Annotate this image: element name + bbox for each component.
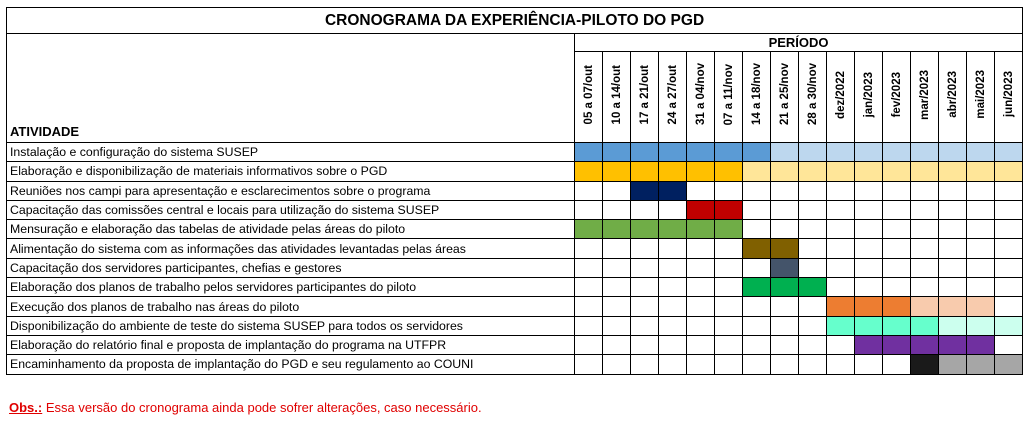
schedule-empty-cell: [855, 239, 883, 258]
schedule-empty-cell: [939, 200, 967, 219]
schedule-empty-cell: [855, 181, 883, 200]
schedule-bar-cell: [967, 355, 995, 374]
schedule-empty-cell: [687, 297, 715, 316]
schedule-empty-cell: [771, 181, 799, 200]
schedule-empty-cell: [715, 181, 743, 200]
schedule-empty-cell: [743, 200, 771, 219]
schedule-empty-cell: [575, 335, 603, 354]
schedule-empty-cell: [631, 239, 659, 258]
schedule-empty-cell: [799, 200, 827, 219]
schedule-empty-cell: [883, 355, 911, 374]
schedule-bar-cell: [659, 220, 687, 239]
schedule-empty-cell: [995, 278, 1023, 297]
schedule-bar-cell: [911, 143, 939, 162]
schedule-empty-cell: [939, 278, 967, 297]
schedule-empty-cell: [631, 258, 659, 277]
schedule-empty-cell: [771, 220, 799, 239]
schedule-empty-cell: [603, 316, 631, 335]
schedule-empty-cell: [715, 297, 743, 316]
activity-row: [7, 162, 1023, 181]
schedule-bar-cell: [715, 143, 743, 162]
activity-row: [7, 335, 1023, 354]
activity-row: [7, 258, 1023, 277]
schedule-empty-cell: [687, 355, 715, 374]
schedule-empty-cell: [827, 278, 855, 297]
schedule-empty-cell: [827, 200, 855, 219]
schedule-empty-cell: [687, 181, 715, 200]
schedule-table: [6, 7, 1023, 375]
title-row: [7, 8, 1023, 34]
schedule-bar-cell: [827, 143, 855, 162]
schedule-empty-cell: [631, 297, 659, 316]
schedule-empty-cell: [743, 181, 771, 200]
footnote-prefix: Obs.:: [9, 400, 43, 415]
schedule-bar-cell: [743, 239, 771, 258]
schedule-bar-cell: [631, 143, 659, 162]
column-header-label: 17 a 21/out: [638, 64, 651, 125]
schedule-bar-cell: [687, 220, 715, 239]
schedule-empty-cell: [603, 181, 631, 200]
schedule-empty-cell: [575, 297, 603, 316]
schedule-sheet: [6, 7, 1023, 375]
schedule-empty-cell: [687, 239, 715, 258]
schedule-bar-cell: [855, 335, 883, 354]
schedule-bar-cell: [911, 162, 939, 181]
column-header-label: 24 a 27/out: [666, 64, 679, 125]
column-header: [967, 52, 995, 143]
column-header: [827, 52, 855, 143]
schedule-bar-cell: [939, 316, 967, 335]
schedule-empty-cell: [743, 316, 771, 335]
schedule-bar-cell: [799, 162, 827, 181]
schedule-empty-cell: [967, 278, 995, 297]
activity-label: Elaboração dos planos de trabalho pelos servidores participantes do piloto: [7, 278, 575, 297]
schedule-bar-cell: [631, 220, 659, 239]
schedule-bar-cell: [939, 162, 967, 181]
schedule-empty-cell: [603, 200, 631, 219]
schedule-empty-cell: [827, 355, 855, 374]
schedule-empty-cell: [659, 278, 687, 297]
schedule-empty-cell: [631, 316, 659, 335]
column-header-label: 14 a 18/nov: [750, 63, 763, 126]
column-header-label: 21 a 25/nov: [778, 63, 791, 126]
column-header-label: mar/2023: [918, 69, 931, 120]
schedule-empty-cell: [995, 335, 1023, 354]
schedule-empty-cell: [995, 181, 1023, 200]
schedule-empty-cell: [715, 258, 743, 277]
schedule-bar-cell: [883, 335, 911, 354]
column-header-label: abr/2023: [946, 71, 959, 118]
schedule-empty-cell: [603, 355, 631, 374]
schedule-bar-cell: [911, 355, 939, 374]
column-header: [939, 52, 967, 143]
schedule-empty-cell: [939, 181, 967, 200]
schedule-empty-cell: [771, 355, 799, 374]
activity-label: Mensuração e elaboração das tabelas de atividade pelas áreas do piloto: [7, 220, 575, 239]
schedule-bar-cell: [855, 143, 883, 162]
schedule-empty-cell: [687, 258, 715, 277]
schedule-empty-cell: [659, 316, 687, 335]
schedule-bar-cell: [631, 162, 659, 181]
schedule-bar-cell: [939, 143, 967, 162]
column-header: [743, 52, 771, 143]
schedule-empty-cell: [659, 200, 687, 219]
schedule-empty-cell: [575, 181, 603, 200]
schedule-empty-cell: [715, 316, 743, 335]
schedule-empty-cell: [967, 258, 995, 277]
schedule-empty-cell: [687, 278, 715, 297]
schedule-empty-cell: [771, 297, 799, 316]
schedule-bar-cell: [883, 297, 911, 316]
schedule-bar-cell: [603, 162, 631, 181]
schedule-empty-cell: [799, 239, 827, 258]
schedule-empty-cell: [687, 335, 715, 354]
schedule-empty-cell: [911, 200, 939, 219]
schedule-bar-cell: [603, 220, 631, 239]
schedule-empty-cell: [995, 220, 1023, 239]
schedule-bar-cell: [855, 162, 883, 181]
schedule-empty-cell: [771, 335, 799, 354]
schedule-empty-cell: [575, 278, 603, 297]
schedule-bar-cell: [771, 143, 799, 162]
schedule-empty-cell: [575, 239, 603, 258]
schedule-empty-cell: [743, 355, 771, 374]
schedule-empty-cell: [743, 220, 771, 239]
schedule-empty-cell: [883, 258, 911, 277]
schedule-empty-cell: [799, 220, 827, 239]
schedule-empty-cell: [911, 258, 939, 277]
schedule-empty-cell: [967, 239, 995, 258]
schedule-empty-cell: [715, 355, 743, 374]
schedule-bar-cell: [967, 162, 995, 181]
schedule-bar-cell: [911, 297, 939, 316]
footnote-text: Essa versão do cronograma ainda pode sofrer alterações, caso necessário.: [42, 400, 482, 415]
schedule-bar-cell: [799, 278, 827, 297]
schedule-empty-cell: [995, 200, 1023, 219]
schedule-bar-cell: [771, 278, 799, 297]
schedule-empty-cell: [911, 278, 939, 297]
schedule-empty-cell: [855, 355, 883, 374]
schedule-empty-cell: [939, 239, 967, 258]
schedule-empty-cell: [603, 239, 631, 258]
schedule-empty-cell: [827, 258, 855, 277]
schedule-bar-cell: [883, 316, 911, 335]
activity-label: Reuniões nos campi para apresentação e esclarecimentos sobre o programa: [7, 181, 575, 200]
schedule-bar-cell: [827, 316, 855, 335]
column-header: [995, 52, 1023, 143]
schedule-bar-cell: [771, 258, 799, 277]
column-header: [631, 52, 659, 143]
activity-row: [7, 297, 1023, 316]
schedule-bar-cell: [687, 162, 715, 181]
column-header-label: jan/2023: [862, 71, 875, 118]
schedule-empty-cell: [827, 335, 855, 354]
column-header-label: 31 a 04/nov: [694, 63, 707, 126]
column-header: [799, 52, 827, 143]
schedule-empty-cell: [883, 278, 911, 297]
schedule-bar-cell: [995, 316, 1023, 335]
activity-label: Execução dos planos de trabalho nas áreas do piloto: [7, 297, 575, 316]
schedule-bar-cell: [715, 220, 743, 239]
column-header-label: 10 a 14/out: [610, 64, 623, 125]
schedule-bar-cell: [883, 162, 911, 181]
column-header-label: 07 a 11/nov: [722, 63, 735, 126]
activity-label: Capacitação das comissões central e locais para utilização do sistema SUSEP: [7, 200, 575, 219]
schedule-empty-cell: [631, 278, 659, 297]
column-header: [659, 52, 687, 143]
schedule-empty-cell: [799, 181, 827, 200]
schedule-bar-cell: [659, 181, 687, 200]
schedule-bar-cell: [911, 335, 939, 354]
schedule-empty-cell: [827, 181, 855, 200]
column-header-label: 28 a 30/nov: [806, 63, 819, 126]
schedule-empty-cell: [715, 335, 743, 354]
column-header-label: 05 a 07/out: [582, 64, 595, 125]
schedule-empty-cell: [883, 239, 911, 258]
schedule-empty-cell: [631, 335, 659, 354]
schedule-empty-cell: [743, 297, 771, 316]
schedule-bar-cell: [995, 162, 1023, 181]
schedule-bar-cell: [659, 143, 687, 162]
schedule-bar-cell: [967, 316, 995, 335]
period-header: PERÍODO: [575, 34, 1023, 52]
period-row: [7, 34, 1023, 52]
schedule-empty-cell: [967, 220, 995, 239]
schedule-empty-cell: [883, 200, 911, 219]
schedule-bar-cell: [687, 143, 715, 162]
activity-row: [7, 278, 1023, 297]
schedule-empty-cell: [995, 297, 1023, 316]
schedule-empty-cell: [799, 258, 827, 277]
schedule-empty-cell: [659, 355, 687, 374]
schedule-bar-cell: [967, 335, 995, 354]
column-header: [575, 52, 603, 143]
schedule-empty-cell: [995, 239, 1023, 258]
schedule-empty-cell: [659, 335, 687, 354]
schedule-empty-cell: [827, 220, 855, 239]
schedule-empty-cell: [575, 258, 603, 277]
schedule-bar-cell: [995, 143, 1023, 162]
footnote: [9, 400, 482, 415]
schedule-empty-cell: [715, 239, 743, 258]
schedule-empty-cell: [883, 181, 911, 200]
schedule-empty-cell: [855, 220, 883, 239]
schedule-empty-cell: [575, 316, 603, 335]
activity-label: Instalação e configuração do sistema SUSEP: [7, 143, 575, 162]
column-header: [883, 52, 911, 143]
column-header: [687, 52, 715, 143]
schedule-empty-cell: [967, 181, 995, 200]
schedule-empty-cell: [799, 335, 827, 354]
table-title: CRONOGRAMA DA EXPERIÊNCIA-PILOTO DO PGD: [7, 8, 1023, 34]
schedule-empty-cell: [631, 355, 659, 374]
schedule-empty-cell: [799, 297, 827, 316]
schedule-bar-cell: [575, 220, 603, 239]
schedule-empty-cell: [575, 355, 603, 374]
schedule-empty-cell: [743, 335, 771, 354]
activity-row: [7, 316, 1023, 335]
activity-row: [7, 239, 1023, 258]
schedule-empty-cell: [855, 258, 883, 277]
schedule-empty-cell: [603, 297, 631, 316]
schedule-empty-cell: [799, 355, 827, 374]
activity-label: Elaboração e disponibilização de materiais informativos sobre o PGD: [7, 162, 575, 181]
column-header-label: fev/2023: [890, 71, 903, 118]
schedule-empty-cell: [799, 316, 827, 335]
activity-row: [7, 181, 1023, 200]
schedule-empty-cell: [995, 258, 1023, 277]
schedule-empty-cell: [631, 200, 659, 219]
activity-row: [7, 220, 1023, 239]
activity-label: Elaboração do relatório final e proposta de implantação do programa na UTFPR: [7, 335, 575, 354]
schedule-empty-cell: [771, 200, 799, 219]
schedule-bar-cell: [603, 143, 631, 162]
schedule-bar-cell: [967, 143, 995, 162]
column-header-label: mai/2023: [974, 70, 987, 119]
schedule-bar-cell: [911, 316, 939, 335]
activity-label: Alimentação do sistema com as informações das atividades levantadas pelas áreas: [7, 239, 575, 258]
schedule-bar-cell: [939, 355, 967, 374]
column-header: [715, 52, 743, 143]
schedule-bar-cell: [827, 162, 855, 181]
column-header: [603, 52, 631, 143]
column-header: [855, 52, 883, 143]
schedule-bar-cell: [855, 316, 883, 335]
schedule-empty-cell: [659, 297, 687, 316]
schedule-bar-cell: [575, 143, 603, 162]
schedule-empty-cell: [603, 278, 631, 297]
schedule-bar-cell: [743, 162, 771, 181]
schedule-empty-cell: [855, 278, 883, 297]
schedule-empty-cell: [911, 239, 939, 258]
schedule-empty-cell: [911, 220, 939, 239]
schedule-bar-cell: [939, 297, 967, 316]
schedule-bar-cell: [687, 200, 715, 219]
activity-row: [7, 143, 1023, 162]
schedule-bar-cell: [743, 143, 771, 162]
schedule-empty-cell: [771, 316, 799, 335]
schedule-empty-cell: [827, 239, 855, 258]
schedule-empty-cell: [855, 200, 883, 219]
schedule-empty-cell: [743, 258, 771, 277]
schedule-empty-cell: [603, 335, 631, 354]
activity-label: Disponibilização do ambiente de teste do sistema SUSEP para todos os servidores: [7, 316, 575, 335]
schedule-bar-cell: [715, 200, 743, 219]
schedule-empty-cell: [687, 316, 715, 335]
activity-label: Capacitação dos servidores participantes, chefias e gestores: [7, 258, 575, 277]
schedule-empty-cell: [939, 220, 967, 239]
schedule-empty-cell: [967, 200, 995, 219]
schedule-empty-cell: [603, 258, 631, 277]
column-header-label: dez/2022: [834, 70, 847, 119]
schedule-bar-cell: [771, 239, 799, 258]
schedule-bar-cell: [659, 162, 687, 181]
schedule-bar-cell: [855, 297, 883, 316]
schedule-bar-cell: [799, 143, 827, 162]
column-header-label: jun/2023: [1002, 71, 1015, 118]
schedule-bar-cell: [575, 162, 603, 181]
schedule-bar-cell: [827, 297, 855, 316]
schedule-bar-cell: [939, 335, 967, 354]
activity-row: [7, 355, 1023, 374]
activity-header: ATIVIDADE: [7, 34, 575, 143]
schedule-empty-cell: [575, 200, 603, 219]
schedule-empty-cell: [715, 278, 743, 297]
schedule-empty-cell: [659, 258, 687, 277]
column-header: [771, 52, 799, 143]
schedule-empty-cell: [659, 239, 687, 258]
schedule-bar-cell: [967, 297, 995, 316]
schedule-bar-cell: [631, 181, 659, 200]
schedule-empty-cell: [939, 258, 967, 277]
activity-row: [7, 200, 1023, 219]
schedule-bar-cell: [771, 162, 799, 181]
column-header: [911, 52, 939, 143]
schedule-bar-cell: [995, 355, 1023, 374]
schedule-bar-cell: [743, 278, 771, 297]
schedule-bar-cell: [715, 162, 743, 181]
schedule-empty-cell: [911, 181, 939, 200]
schedule-empty-cell: [883, 220, 911, 239]
activity-label: Encaminhamento da proposta de implantação do PGD e seu regulamento ao COUNI: [7, 355, 575, 374]
schedule-bar-cell: [883, 143, 911, 162]
